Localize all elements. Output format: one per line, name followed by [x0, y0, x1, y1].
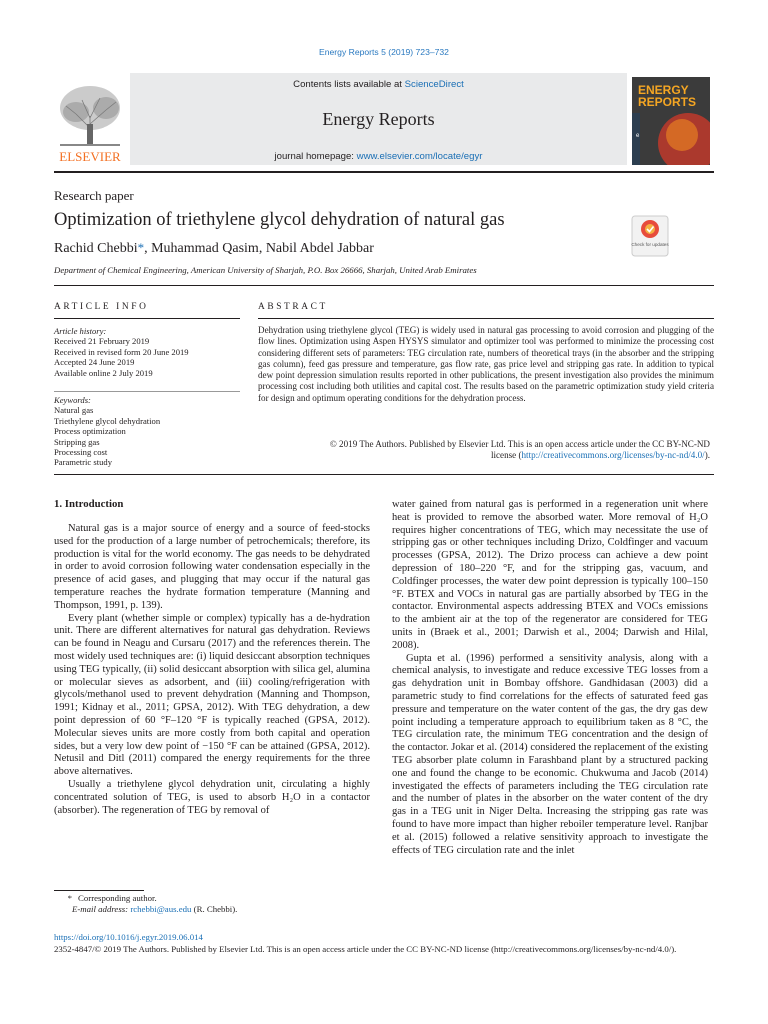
footnote-mark: * — [67, 893, 72, 903]
check-for-updates-badge[interactable] — [630, 214, 670, 258]
copyright-line: © 2019 The Authors. Published by Elsevier Ltd. This is an open access article under the CC BY-NC-ND — [329, 439, 710, 449]
paragraph: Natural gas is a major source of energy and a source of feed-stocks used for the production of a large number of petrochemicals; therefore, its production is vital for the world economy. The gas needs to be dehydrated in order to avoid corrosion following water condensation especially in the presence of acid gases, and plugging that may occur if the natural gas temperature reaches the hydrate formation temperature (Manning and Thompson, 1991, p. 139). — [54, 523, 370, 611]
history-accepted: Accepted 24 June 2019 — [54, 357, 135, 368]
journal-homepage — [130, 151, 627, 162]
keyword: Stripping gas — [54, 436, 100, 447]
homepage-prefix: journal homepage: — [274, 151, 357, 162]
svg-text:e: e — [636, 133, 640, 139]
sciencedirect-link[interactable]: ScienceDirect — [404, 79, 464, 90]
article-history — [54, 326, 189, 378]
keywords — [54, 395, 160, 468]
elsevier-wordmark: ELSEVIER — [59, 149, 121, 164]
abstract-bottom-rule — [54, 474, 714, 475]
article-title: Optimization of triethylene glycol dehydration of natural gas — [54, 210, 505, 230]
info-divider — [54, 391, 240, 392]
elsevier-tree-logo — [54, 78, 126, 164]
homepage-link[interactable]: www.elsevier.com/locate/egyr — [356, 151, 483, 162]
keywords-label: Keywords: — [54, 395, 91, 405]
email-note — [54, 904, 237, 915]
check-updates-label: Check for updates — [631, 242, 669, 247]
article-type: Research paper — [54, 188, 134, 203]
check-updates-icon — [630, 214, 670, 258]
journal-title: Energy Reports — [322, 109, 435, 129]
contents-prefix: Contents lists available at — [293, 79, 405, 90]
article-info-rule — [54, 318, 240, 319]
license-prefix: license ( — [490, 450, 522, 461]
abstract-rule — [258, 318, 714, 319]
footnote — [54, 893, 237, 915]
corresponding-author-mark[interactable]: * — [137, 240, 145, 255]
journal-cover-image — [632, 77, 710, 165]
paragraph: Gupta et al. (1996) performed a sensitivity analysis, along with a chemical analysis, to investigate and reduce excessive TEG losses from a gas dehydration unit in Bombay offshore. Gandhidasan (2003) did a parametric study to find correlations for the effects of saturated feed gas pressure and temperature on the water content of the gas, the dry gas dew point including a temperature approach to equilibrium taken as 8 °C, the TEG circulation rate, the minimum TEG concentration and the design of the contactor. Jokar et al. (2014) considered the replacement of the existing TEG absorber plate column in Farashband plant by a structured packing one and found the change to be economic. Chukwuma and Jacob (2014) investigated the effects of parameters including the TEG circulation rate and the number of plates in the absorber on the water content of the dry gas in a TEG unit in Niger Delta. Increasing the stripping gas rate was found to have more impact than higher reboiler temperature level. Ranjbar et al. (2015) followed a relative sensitivity approach to investigate the effects of TEG circulation rate and the inlet — [392, 652, 708, 856]
abstract-text: Dehydration using triethylene glycol (TEG) is widely used in natural gas processing to avoid corrosion and plugging of the flow lines. Optimization using Aspen HYSYS simulator and optimizer tool was performed to minimize the processing cost considering different sets of parameters: TEG circulation rate, numbers of theoretical trays (in the absorber and the stripping gas column), feed gas pressure and temperature, gas flow rate, gas price level and stripping gas rate. In addition to typical dew point depression simulation results reported in other publications, the present investigation also provides the minimum processing cost including both utilities and capital cost. The results based on the parametric optimization study yield criteria for design and optimum operating conditions for the dehydration process. — [258, 325, 714, 403]
email-link[interactable]: rchebbi@aus.edu — [130, 904, 192, 914]
corresponding-note — [54, 893, 237, 904]
keyword: Natural gas — [54, 405, 94, 416]
author-name[interactable]: Rachid Chebbi — [54, 241, 138, 256]
author-list — [54, 240, 374, 257]
title-rule — [54, 285, 714, 286]
license-suffix: ). — [704, 450, 710, 461]
copyright-license-line — [258, 450, 710, 461]
cover-title-line2: REPORTS — [638, 95, 697, 109]
license-link[interactable]: http://creativecommons.org/licenses/by-nc-nd/4.0/ — [521, 450, 705, 461]
cover-graphic — [632, 77, 710, 165]
cover-title-line1: ENERGY — [638, 83, 689, 97]
journal-citation[interactable]: Energy Reports 5 (2019) 723–732 — [319, 47, 449, 57]
body-column-left — [54, 523, 370, 817]
corresponding-label: Corresponding author. — [78, 893, 157, 903]
history-received: Received 21 February 2019 — [54, 336, 150, 347]
author-names-rest: , Muhammad Qasim, Nabil Abdel Jabbar — [144, 241, 374, 256]
keyword: Parametric study — [54, 457, 112, 468]
paragraph: Every plant (whether simple or complex) typically has a de-hydration unit. There are different alternatives for natural gas dehydration. Reviews can be found in Neagu and Cursaru (2017) and the references therein. The most widely used techniques are: (i) liquid desiccant absorption techniques using TEG typically, (ii) solid desiccant absorption with silica gel, alumina or molecular sieves as adsorbent, and (iii) cooling/refrigeration with glycols/methanol used to prevent dehydration (Manning and Thompson, 1991; Kidnay et al., 2011; GPSA, 2012). With TEG dehydration, a dew point depression of 60 °F–120 °F is typically reached (GPSA, 2012). Molecular sieves units are more costly from both capital and operation sides, but a very low dew point of −150 °F can be attained (GPSA, 2012). Netusil and Ditl (2011) compared the energy requirements for the three above alternatives. — [54, 612, 370, 778]
email-suffix: (R. Chebbi). — [193, 904, 238, 914]
history-online: Available online 2 July 2019 — [54, 367, 153, 378]
section-heading: 1. Introduction — [54, 498, 124, 510]
contents-line — [130, 79, 627, 90]
article-info-heading: ARTICLE INFO — [54, 302, 149, 312]
history-label: Article history: — [54, 326, 107, 336]
keyword: Process optimization — [54, 426, 126, 437]
keyword: Processing cost — [54, 447, 108, 458]
paragraph: water gained from natural gas is performed in a regeneration unit where heat is provided to remove the absorbed water. More removal of H₂O requires higher concentrations of TEG, which may necessitate the use of stripping gas or other techniques including Drizo, Coldfinger and vacuum processes (GPSA, 2012). The Drizo process can achieve a dew point depression of 180–220 °F, and for the stripping gas, vacuum, and Coldfinger processes, the water dew point depression is typically 100–150 °F. BTEX and VOCs in natural gas are partially absorbed by TEG in the contactor. Environmental aspects addressing BTEX and VOCs emissions to the ambient air at the top of the regenerator are considered for TEG units in (Braek et al., 2001; Darwish et al., 2004; Darwish and Hilal, 2008). — [392, 499, 708, 651]
doi-link[interactable]: https://doi.org/10.1016/j.egyr.2019.06.014 — [54, 932, 203, 942]
footnote-rule — [54, 890, 144, 891]
body-column-right — [392, 499, 708, 857]
abstract-copyright — [258, 439, 710, 462]
email-label: E-mail address: — [72, 904, 129, 914]
keyword: Triethylene glycol dehydration — [54, 415, 161, 426]
abstract-heading: ABSTRACT — [258, 302, 328, 312]
affiliation: Department of Chemical Engineering, American University of Sharjah, P.O. Box 26666, Sharjah, United Arab Emirates — [54, 265, 477, 275]
footer-license: 2352-4847/© 2019 The Authors. Published by Elsevier Ltd. This is an open access article under the CC BY-NC-ND license (http://creativecommons.org/licenses/by-nc-nd/4.0/). — [54, 944, 677, 954]
paragraph: Usually a triethylene glycol dehydration unit, circulating a highly concentrated solution of TEG, is used to absorb H₂O in a contactor (absorber). The regeneration of TEG by removal of — [54, 778, 370, 816]
history-revised: Received in revised form 20 June 2019 — [54, 346, 189, 357]
journal-banner — [130, 73, 627, 165]
header-rule — [54, 171, 714, 173]
